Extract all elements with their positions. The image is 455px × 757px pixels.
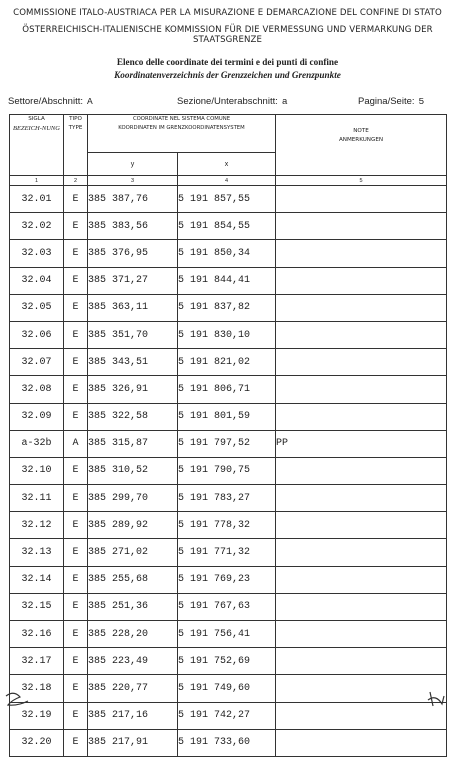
coordinate-x-cell: 5 191 801,59: [178, 403, 276, 430]
table-row: [10, 621, 447, 648]
coordinate-x-cell: 5 191 783,27: [178, 485, 276, 512]
point-id-cell: 32.17: [10, 648, 64, 675]
header-coord-italian: COORDINATE NEL SISTEMA COMUNE: [132, 116, 231, 122]
coordinate-x-cell: 5 191 742,27: [178, 702, 276, 729]
coordinate-x-cell: 5 191 854,55: [178, 213, 276, 240]
coordinate-x-cell: 5 191 752,69: [178, 648, 276, 675]
point-id-cell: 32.09: [10, 403, 64, 430]
list-title-german: Koordinatenverzeichnis der Grenzzeichen und Grenzpunkte: [114, 70, 341, 80]
coordinates-table: [9, 114, 447, 757]
coordinate-y-cell: 385 255,68: [88, 566, 178, 593]
point-id-cell: 32.16: [10, 621, 64, 648]
coordinate-y-cell: 385 363,11: [88, 294, 178, 321]
table-row: [10, 430, 447, 457]
coordinate-y-cell: 385 310,52: [88, 457, 178, 484]
coordinate-y-cell: 385 371,27: [88, 267, 178, 294]
header-sigla: [10, 115, 64, 176]
table-row: [10, 566, 447, 593]
pagina-label: Pagina/Seite:: [358, 96, 415, 107]
sezione-label: Sezione/Unterabschnitt:: [177, 96, 278, 107]
settore-label: Settore/Abschnitt:: [8, 96, 83, 107]
coordinate-x-cell: 5 191 821,02: [178, 349, 276, 376]
point-id-cell: 32.06: [10, 321, 64, 348]
point-type-cell: E: [64, 539, 88, 566]
coordinate-x-cell: 5 191 790,75: [178, 457, 276, 484]
point-id-cell: 32.12: [10, 512, 64, 539]
commission-title-german: ÖSTERREICHISCH-ITALIENISCHE KOMMISSION FÜR DIE VERMESSUNG UND VERMARKUNG DER STAATSGRENZE: [22, 25, 433, 45]
coordinate-x-cell: 5 191 850,34: [178, 240, 276, 267]
coordinate-x-cell: 5 191 767,63: [178, 593, 276, 620]
note-cell: [276, 321, 447, 348]
coordinate-x-cell: 5 191 837,82: [178, 294, 276, 321]
column-number: 1: [10, 176, 64, 186]
coordinate-x-cell: 5 191 844,41: [178, 267, 276, 294]
point-id-cell: 32.05: [10, 294, 64, 321]
note-cell: [276, 349, 447, 376]
coordinate-x-cell: 5 191 749,60: [178, 675, 276, 702]
point-type-cell: E: [64, 403, 88, 430]
coordinate-x-cell: 5 191 733,60: [178, 729, 276, 756]
note-cell: [276, 729, 447, 756]
column-number: 5: [276, 176, 447, 186]
sezione-field: [177, 96, 288, 107]
point-id-cell: 32.02: [10, 213, 64, 240]
point-id-cell: 32.15: [10, 593, 64, 620]
coordinate-x-cell: 5 191 778,32: [178, 512, 276, 539]
point-type-cell: E: [64, 621, 88, 648]
commission-title-italian: COMMISSIONE ITALO-AUSTRIACA PER LA MISURAZIONE E DEMARCAZIONE DEL CONFINE DI STATO: [13, 8, 442, 18]
point-type-cell: E: [64, 186, 88, 213]
header-note: [276, 115, 447, 176]
header-note-label: NOTE: [353, 128, 369, 134]
point-type-cell: E: [64, 729, 88, 756]
coordinate-y-cell: 385 220,77: [88, 675, 178, 702]
point-type-cell: E: [64, 267, 88, 294]
coordinate-x-cell: 5 191 806,71: [178, 376, 276, 403]
header-tipo: [64, 115, 88, 176]
point-type-cell: E: [64, 294, 88, 321]
right-pen-mark: [428, 692, 444, 706]
coordinate-x-cell: 5 191 830,10: [178, 321, 276, 348]
table-row: [10, 593, 447, 620]
point-id-cell: 32.08: [10, 376, 64, 403]
settore-field: [8, 96, 93, 107]
column-number-row: [10, 176, 447, 186]
coordinate-y-cell: 385 387,76: [88, 186, 178, 213]
coordinate-y-cell: 385 383,56: [88, 213, 178, 240]
note-cell: [276, 539, 447, 566]
table-row: [10, 539, 447, 566]
point-type-cell: E: [64, 648, 88, 675]
column-number: 3: [88, 176, 178, 186]
coordinate-x-cell: 5 191 769,23: [178, 566, 276, 593]
header-sigla-label: SIGLA: [28, 116, 45, 122]
left-pen-mark: [6, 693, 28, 705]
note-cell: [276, 240, 447, 267]
point-type-cell: E: [64, 485, 88, 512]
coordinate-x-cell: 5 191 771,32: [178, 539, 276, 566]
note-cell: PP: [276, 430, 447, 457]
coordinate-x-cell: 5 191 857,55: [178, 186, 276, 213]
header-tipo-label: TIPO: [69, 116, 82, 122]
point-type-cell: E: [64, 566, 88, 593]
coordinate-y-cell: 385 326,91: [88, 376, 178, 403]
note-cell: [276, 186, 447, 213]
coordinate-y-cell: 385 299,70: [88, 485, 178, 512]
table-row: [10, 267, 447, 294]
point-type-cell: E: [64, 512, 88, 539]
point-type-cell: E: [64, 593, 88, 620]
point-type-cell: E: [64, 349, 88, 376]
table-row: [10, 376, 447, 403]
point-id-cell: 32.01: [10, 186, 64, 213]
note-cell: [276, 376, 447, 403]
note-cell: [276, 267, 447, 294]
point-id-cell: 32.11: [10, 485, 64, 512]
header-anmerkungen-label: ANMERKUNGEN: [338, 137, 384, 143]
table-row: [10, 294, 447, 321]
coordinate-y-cell: 385 351,70: [88, 321, 178, 348]
table-row: [10, 186, 447, 213]
coordinate-y-cell: 385 343,51: [88, 349, 178, 376]
point-type-cell: A: [64, 430, 88, 457]
note-cell: [276, 621, 447, 648]
coordinate-y-cell: 385 271,02: [88, 539, 178, 566]
table-row: [10, 512, 447, 539]
note-cell: [276, 457, 447, 484]
note-cell: [276, 403, 447, 430]
coordinate-y-cell: 385 251,36: [88, 593, 178, 620]
coordinate-y-cell: 385 217,91: [88, 729, 178, 756]
pagina-value: 5: [418, 96, 425, 107]
point-type-cell: E: [64, 321, 88, 348]
coordinate-y-cell: 385 228,20: [88, 621, 178, 648]
point-type-cell: E: [64, 376, 88, 403]
note-cell: [276, 213, 447, 240]
note-cell: [276, 294, 447, 321]
header-bezeichnung-label: BEZEICH-NUNG: [13, 125, 60, 132]
coordinate-y-cell: 385 315,87: [88, 430, 178, 457]
header-coordinates: [88, 115, 276, 153]
table-row: [10, 321, 447, 348]
point-type-cell: E: [64, 213, 88, 240]
table-row: [10, 240, 447, 267]
point-type-cell: E: [64, 702, 88, 729]
table-row: [10, 729, 447, 756]
header-type-label: TYPE: [68, 125, 83, 131]
point-id-cell: 32.04: [10, 267, 64, 294]
pagina-field: [358, 96, 424, 107]
coordinate-y-cell: 385 376,95: [88, 240, 178, 267]
coordinate-y-cell: 385 217,16: [88, 702, 178, 729]
coordinate-x-cell: 5 191 756,41: [178, 621, 276, 648]
table-row: [10, 349, 447, 376]
point-id-cell: 32.20: [10, 729, 64, 756]
header-y: y: [88, 153, 178, 176]
coordinate-y-cell: 385 289,92: [88, 512, 178, 539]
point-type-cell: E: [64, 675, 88, 702]
point-id-cell: 32.07: [10, 349, 64, 376]
coordinate-y-cell: 385 223,49: [88, 648, 178, 675]
table-row: [10, 403, 447, 430]
point-id-cell: 32.13: [10, 539, 64, 566]
point-type-cell: E: [64, 457, 88, 484]
column-number: 4: [178, 176, 276, 186]
point-id-cell: a-32b: [10, 430, 64, 457]
point-type-cell: E: [64, 240, 88, 267]
header-row-main: [10, 115, 447, 153]
settore-value: A: [86, 96, 93, 107]
table-row: [10, 648, 447, 675]
point-id-cell: 32.03: [10, 240, 64, 267]
table-row: [10, 213, 447, 240]
coordinate-y-cell: 385 322,58: [88, 403, 178, 430]
table-row: [10, 485, 447, 512]
point-id-cell: 32.14: [10, 566, 64, 593]
note-cell: [276, 485, 447, 512]
sezione-value: a: [281, 96, 288, 107]
coordinate-x-cell: 5 191 797,52: [178, 430, 276, 457]
note-cell: [276, 566, 447, 593]
note-cell: [276, 512, 447, 539]
list-title-italian: Elenco delle coordinate dei termini e dei punti di confine: [116, 57, 339, 67]
point-id-cell: 32.10: [10, 457, 64, 484]
table-row: [10, 457, 447, 484]
table-body: [10, 186, 447, 757]
handwritten-marks: [0, 688, 455, 709]
note-cell: [276, 648, 447, 675]
column-number: 2: [64, 176, 88, 186]
point-id-cell: 32.19: [10, 702, 64, 729]
header-x: x: [178, 153, 276, 176]
note-cell: [276, 593, 447, 620]
point-id-cell: 32.18: [10, 675, 64, 702]
header-coord-german: KOORDINATEN IM GRENZKOORDINATENSYSTEM: [118, 125, 245, 131]
